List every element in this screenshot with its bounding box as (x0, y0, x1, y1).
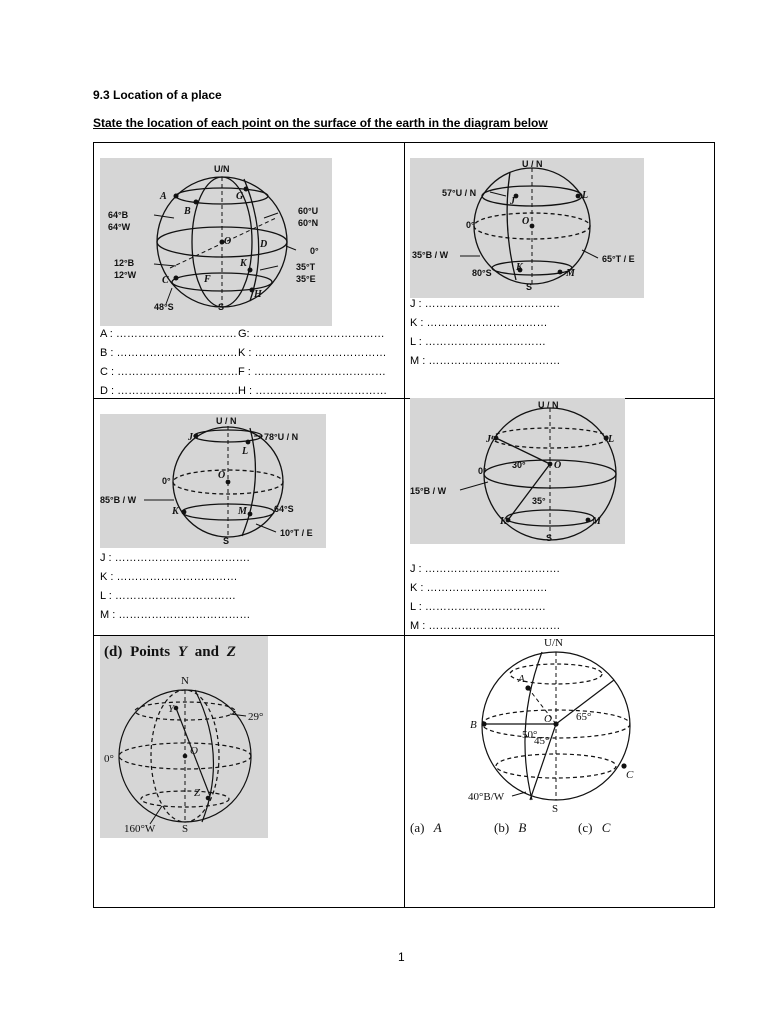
d2-label-un: U / N (522, 159, 543, 169)
d1-label-12w: 12°W (114, 270, 137, 280)
answer-line-k[interactable]: K : ……………………………… (238, 347, 387, 359)
d4-label-j: J (486, 434, 491, 445)
d1-label-f: F (204, 274, 211, 285)
d2-label-j: J (510, 196, 515, 207)
globe-diagram-4 (410, 398, 625, 544)
answer-line-k[interactable]: K : …………………………… (410, 582, 548, 594)
svg-text:(a) A (410, 820, 442, 835)
d5-label-160w: 160°W (124, 823, 156, 835)
answer-line-j[interactable]: J : ………………………………. (410, 298, 560, 310)
answer-line-b[interactable]: B : …………………………… (100, 347, 238, 359)
d6-label-50: 50° (522, 729, 538, 741)
d6-label-s: S (552, 803, 559, 815)
svg-text:(d) Points Y and (104, 644, 236, 660)
d2-label-s: S (526, 282, 533, 292)
answer-line-m[interactable]: M : ……………………………… (100, 609, 251, 621)
d3-label-k: K (172, 506, 179, 517)
d2-label-0deg: 0° (466, 220, 475, 230)
globe-diagram-5 (100, 636, 268, 838)
d4-label-15b: 15°B / W (410, 486, 447, 496)
d6-label-b: B (470, 719, 477, 731)
page-number: 1 (398, 950, 405, 964)
d5-caption-z: Z (226, 644, 236, 660)
d5-caption-and: and (194, 644, 219, 660)
section-title: 9.3 Location of a place (93, 88, 222, 102)
d1-label-60n: 60°N (298, 218, 319, 228)
answer-line-m[interactable]: M : ……………………………… (410, 620, 561, 632)
d3-label-85b: 85°B / W (100, 495, 137, 505)
answer-line-m[interactable]: M : ……………………………… (410, 355, 561, 367)
d1-label-64b: 64°B (108, 210, 129, 220)
d4-label-k: K (500, 516, 507, 527)
d4-label-30deg: 30° (512, 460, 526, 470)
d1-label-12b: 12°B (114, 258, 135, 268)
instruction-text: State the location of each point on the surface of the earth in the diagram below (93, 116, 548, 130)
d1-label-g: G (236, 191, 244, 202)
d6-label-a: A (518, 673, 525, 685)
d2-label-65t: 65°T / E (602, 254, 635, 264)
answer-line-k[interactable]: K : …………………………… (410, 317, 548, 329)
d1-label-35t: 35°T (296, 262, 316, 272)
d4-label-s: S (546, 533, 553, 543)
d6-part-c: (c) (578, 820, 593, 835)
d1-label-k: K (240, 258, 247, 269)
d2-label-m: M (566, 268, 575, 279)
answer-line-d[interactable]: D : …………………………… (100, 385, 239, 397)
d1-label-d: D (260, 239, 268, 250)
answer-line-l[interactable]: L : …………………………… (100, 590, 236, 602)
globe-diagram-2 (410, 158, 644, 298)
d3-label-j: J (188, 432, 193, 443)
d2-label-57u: 57°U / N (442, 188, 477, 198)
d1-label-h: H (254, 289, 262, 300)
globe-diagram-1 (100, 158, 332, 326)
d1-label-64w: 64°W (108, 222, 131, 232)
d5-label-s: S (182, 823, 189, 835)
d2-label-l: L (582, 190, 589, 201)
answer-line-f[interactable]: F : ……………………………… (238, 366, 386, 378)
d6-part-b-point: B (518, 820, 527, 835)
d2-label-k: K (516, 262, 523, 273)
d5-label-29: 29° (248, 711, 264, 723)
answer-line-a[interactable]: A : …………………………… (100, 328, 237, 340)
d1-label-0deg: 0° (310, 246, 319, 256)
d3-label-un: U / N (216, 416, 237, 426)
answer-line-k[interactable]: K : …………………………… (100, 571, 238, 583)
d3-label-l: L (242, 446, 249, 457)
d3-label-o: O (218, 470, 226, 481)
d3-label-64s: 64°S (274, 504, 294, 514)
d1-label-60u: 60°U (298, 206, 319, 216)
d3-label-0deg: 0° (162, 476, 171, 486)
d6-label-un: U/N (544, 637, 563, 649)
answer-line-c[interactable]: C : …………………………… (100, 366, 239, 378)
d1-label-35e: 35°E (296, 274, 316, 284)
d5-caption-text: Points (130, 644, 171, 660)
d6-label-45: 45° (534, 735, 550, 747)
d2-label-35b: 35°B / W (412, 250, 449, 260)
d5-caption-prefix: (d) (104, 644, 123, 660)
d5-label-z: Z (194, 787, 201, 799)
d3-label-s: S (223, 536, 230, 546)
d3-label-10t: 10°T / E (280, 528, 313, 538)
d4-label-35deg: 35° (532, 496, 546, 506)
d6-part-a-point: A (433, 820, 442, 835)
d3-label-78u: 78°U / N (264, 432, 299, 442)
answer-line-j[interactable]: J : ………………………………. (410, 563, 560, 575)
d2-label-o: O (522, 216, 530, 227)
globe-diagram-3 (100, 414, 326, 548)
d1-label-b: B (184, 206, 191, 217)
d6-label-65: 65° (576, 711, 592, 723)
d1-label-c: C (162, 275, 169, 286)
d1-label-s: S (218, 302, 225, 312)
answer-line-l[interactable]: L : …………………………… (410, 601, 546, 613)
d6-label-c: C (626, 769, 634, 781)
d2-label-80s: 80°S (472, 268, 492, 278)
d6-label-40w: 40°B/W (468, 791, 505, 803)
d5-caption-y: Y (177, 644, 188, 660)
d4-label-un: U / N (538, 400, 559, 410)
d5-label-o: O (190, 745, 198, 757)
d3-label-m: M (238, 506, 247, 517)
d6-part-b: (b) (494, 820, 510, 835)
d6-label-o: O (544, 713, 552, 725)
d5-label-n: N (181, 675, 189, 687)
d4-label-m: M (592, 516, 601, 527)
globe-diagram-6 (406, 636, 660, 838)
d1-label-a: A (160, 191, 167, 202)
d4-label-0deg: 0° (478, 466, 487, 476)
d5-label-y: Y (168, 703, 175, 715)
svg-text:(b) B (494, 820, 526, 835)
answer-line-g[interactable]: G: ……………………………… (238, 328, 385, 340)
d1-label-un: U/N (214, 164, 230, 174)
table-divider-vertical (404, 142, 405, 908)
answer-line-h[interactable]: H : ……………………………… (238, 385, 388, 397)
d5-label-0deg: 0° (104, 753, 114, 765)
svg-text:(c) C (578, 820, 611, 835)
answer-line-l[interactable]: L : …………………………… (410, 336, 546, 348)
d4-label-o: O (554, 460, 562, 471)
d6-part-a: (a) (410, 820, 425, 835)
d1-label-o: O (224, 236, 232, 247)
answer-line-j[interactable]: J : ………………………………. (100, 552, 250, 564)
d1-label-48s: 48°S (154, 302, 174, 312)
d4-label-l: L (608, 434, 615, 445)
d6-part-c-point: C (601, 820, 611, 835)
